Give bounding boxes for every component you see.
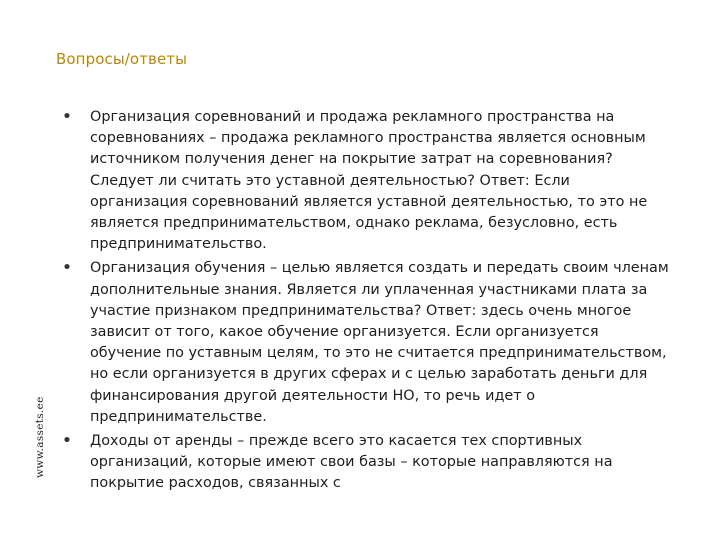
list-item-text: Доходы от аренды – прежде всего это касается тех спортивных организаций, которые имеют свои базы – которые направляются на покрытие расходов, связанных с bbox=[90, 433, 613, 492]
bullet-icon: • bbox=[62, 433, 72, 450]
list-item-text: Организация обучения – целью является создать и передать своим членам дополнительные знания. Является ли уплаченная участниками плата за участие признаком предпринимательства? Ответ: здесь очень многое зависит от того, какое обучение организуется. Если организуется обучение по уставным целям, то это не считается предпринимательством, но если организуется в других сферах и с целью заработать деньги для финансирования другой деятельности НО, то речь идет о предпринимательстве. bbox=[90, 260, 669, 425]
list-item bbox=[60, 431, 670, 495]
bullet-icon: • bbox=[62, 260, 72, 277]
bullet-icon: • bbox=[62, 109, 72, 125]
qa-bullet-list bbox=[60, 107, 670, 498]
side-watermark-url: www.assets.ee bbox=[34, 396, 46, 478]
list-item-text: Организация соревнований и продажа рекламного пространства на соревнованиях – продажа рекламного пространства является основным источником получения денег на покрытие затрат на соревнования? Следует ли считать это уставной деятельностью? Ответ: Если организация соревнований является уставной деятельностью, то это не является предпринимательством, однако реклама, безусловно, есть предпринимательство. bbox=[90, 109, 648, 253]
list-item bbox=[60, 107, 670, 255]
list-item bbox=[60, 258, 670, 428]
slide-title: Вопросы/ответы bbox=[56, 50, 188, 68]
